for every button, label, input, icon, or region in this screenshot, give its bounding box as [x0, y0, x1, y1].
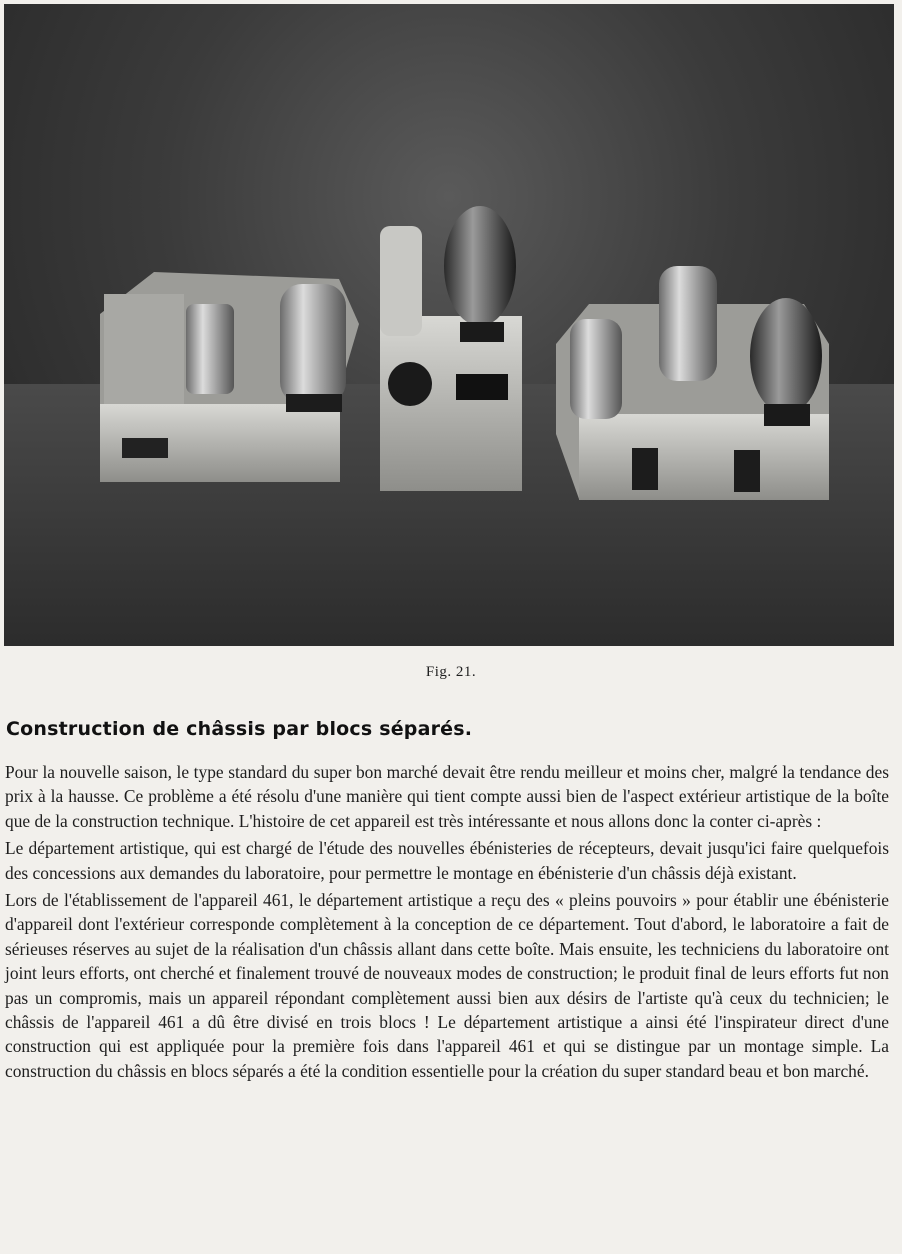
article-body	[5, 760, 889, 1086]
section-heading: Construction de châssis par blocs séparés.	[6, 718, 473, 740]
paragraph-2: Le département artistique, qui est chargé de l'étude des nouvelles ébénisteries de récepteurs, devait jusqu'ici faire quelquefois des concessions aux demandes du laboratoire, pour permettre le montage en ébénisterie d'un châssis déjà existant.	[5, 838, 889, 883]
left-chassis-block	[100, 272, 359, 482]
right-chassis-block	[556, 266, 829, 500]
figure-caption: Fig. 21.	[425, 664, 477, 680]
paragraph-1: Pour la nouvelle saison, le type standard du super bon marché devait être rendu meilleur et moins cher, malgré la tendance des prix à la hausse. Ce problème a été résolu d'une manière qui tient compte aussi bien de l'aspect extérieur artistique de la boîte que de la construction technique. L'histoire de cet appareil est très intéressante et nous allons donc la conter ci-après :	[5, 762, 889, 831]
figure-photo	[4, 4, 894, 646]
center-chassis-block	[380, 206, 522, 491]
radio-chassis-illustration	[4, 4, 894, 646]
paragraph-3: Lors de l'établissement de l'appareil 461, le département artistique a reçu des « pleins pouvoirs » pour établir une ébénisterie d'appareil dont l'extérieur corresponde complètement à la conception de ce département. Tout d'abord, le laboratoire a fait de sérieuses réserves au sujet de la réalisation d'un châssis allant dans cette boîte. Mais ensuite, les techniciens du laboratoire ont joint leurs efforts, ont cherché et finalement trouvé de nouveaux modes de construction; le produit final de leurs efforts fut non pas un compromis, mais un appareil répondant complètement aussi bien aux désirs de l'artiste qu'à ceux du technicien; le châssis de l'appareil 461 a dû être divisé en trois blocs ! Le département artistique a ainsi été l'inspirateur direct d'une construction qui est appliquée pour la première fois dans l'appareil 461 et qui se distingue par un montage simple. La construction du châssis en blocs séparés a été la condition essentielle pour la création du super standard beau et bon marché.	[5, 890, 889, 1081]
